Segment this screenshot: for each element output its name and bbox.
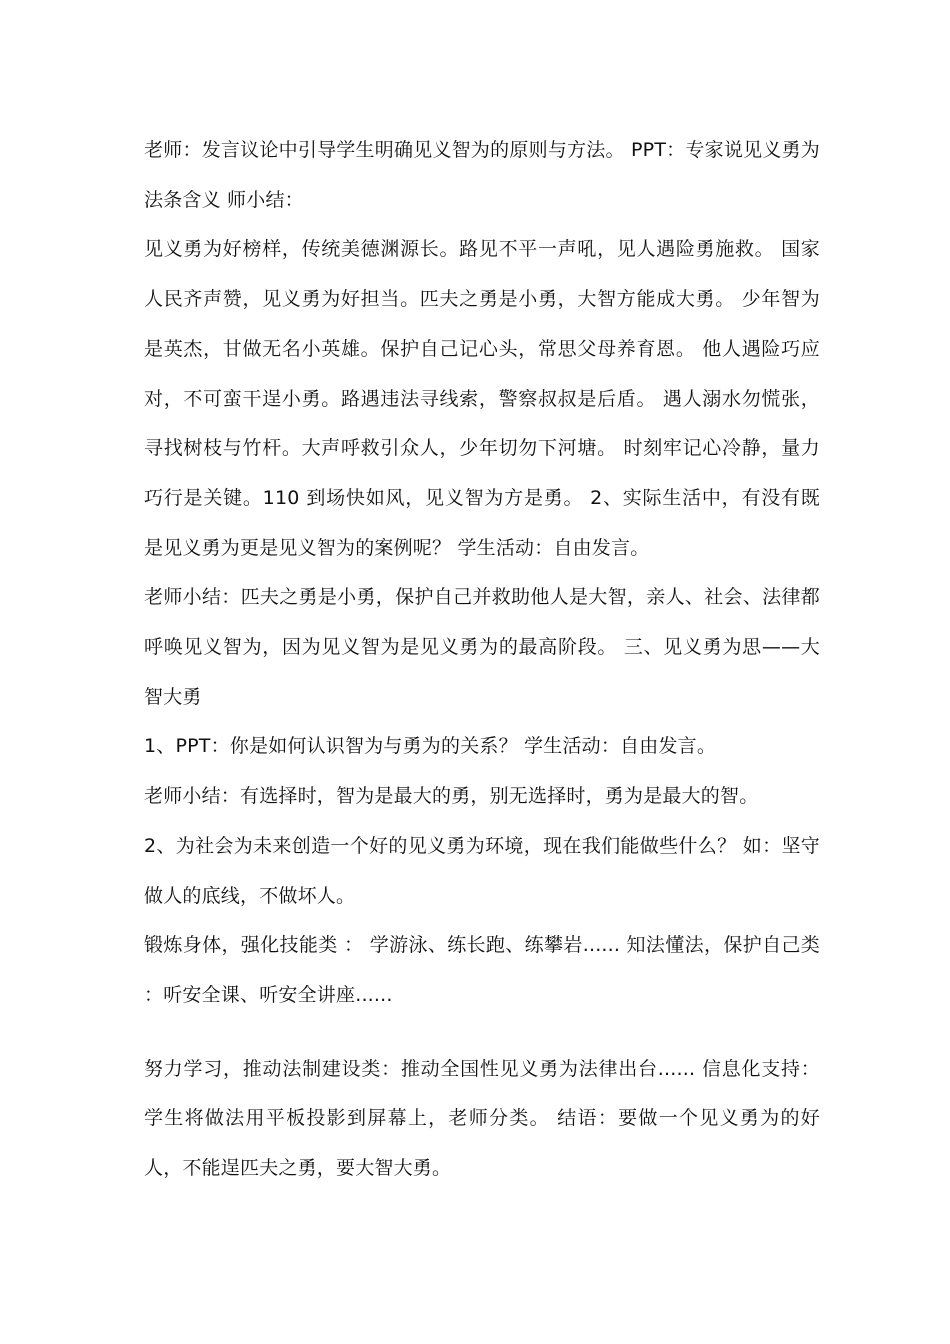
- paragraph-rhyme: 见义勇为好榜样，传统美德渊源长。路见不平一声吼，见人遇险勇施救。 国家人民齐声赞，见义勇为好担当。匹夫之勇是小勇，大智方能成大勇。 少年智为是英杰，甘做无名小英雄。保护自己记心头，常思父母养育恩。 他人遇险巧应对，不可蛮干逞小勇。路遇违法寻线索，警察叔叔是后盾。 遇人溺水勿慌张，寻找树枝与竹杆。大声呼救引众人，少年切勿下河塘。 时刻牢记心冷静，量力巧行是关键。110 到场快如风，见义智为方是勇。 2、实际生活中，有没有既是见义勇为更是见义智为的案例呢？ 学生活动：自由发言。: [144, 238, 820, 559]
- paragraph-teacher-summary-1: 老师小结：匹夫之勇是小勇，保护自己并救助他人是大智，亲人、社会、法律都呼唤见义智为，因为见义智为是见义勇为的最高阶段。 三、见义勇为思——大智大勇: [144, 586, 820, 708]
- paragraph-ppt-question: 1、PPT：你是如何认识智为与勇为的关系？ 学生活动：自由发言。: [144, 735, 717, 758]
- paragraph-society-question: 2、为社会为未来创造一个好的见义勇为环境，现在我们能做些什么？ 如：坚守做人的底线，不做坏人。: [144, 834, 820, 907]
- paragraph-teacher-summary-2: 老师小结：有选择时，智为是最大的勇，别无选择时，勇为是最大的智。: [144, 785, 759, 808]
- paragraph-skills: 锻炼身体，强化技能类 ： 学游泳、练长跑、练攀岩...... 知法懂法，保护自己类 ：听安全课、听安全讲座......: [144, 934, 820, 1006]
- document-body: [144, 126, 820, 1194]
- paragraph-conclusion: 努力学习，推动法制建设类：推动全国性见义勇为法律出台...... 信息化支持：学生将做法用平板投影到屏幕上，老师分类。 结语：要做一个见义勇为的好人，不能逞匹夫之勇，要大智大勇。: [144, 1057, 820, 1180]
- paragraph-teacher-guidance: 老师：发言议论中引导学生明确见义智为的原则与方法。 PPT：专家说见义勇为法条含义 师小结：: [144, 139, 820, 211]
